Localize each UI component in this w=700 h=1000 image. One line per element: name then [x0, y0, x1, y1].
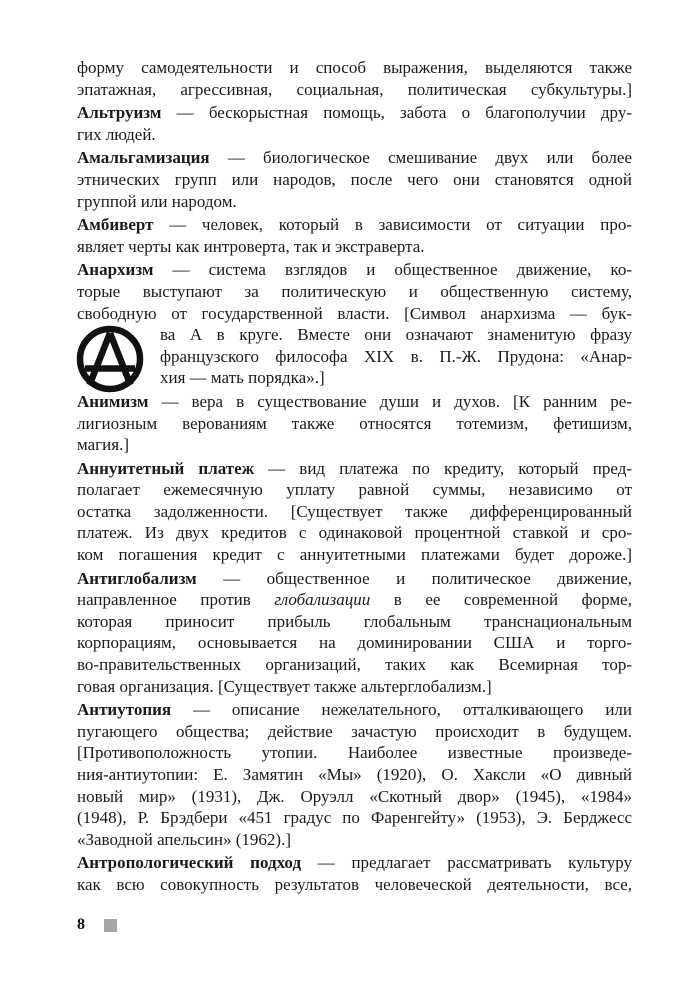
italic-keyword: глобализации	[274, 590, 371, 610]
glossary-entry-antiglobalizm	[77, 568, 632, 698]
text-line	[77, 147, 632, 169]
text-line: «Заводной апельсин» (1962).]	[77, 829, 292, 849]
text-line	[77, 102, 632, 124]
entry-term: Анархизм	[77, 260, 154, 280]
entry-definition: — человек, который в зависимости от ситуации про-	[153, 215, 632, 235]
text-line: остатка задолженности. [Существует также дифференцированный	[77, 501, 632, 521]
glossary-entry-ambivert	[77, 214, 632, 257]
text-line: французского философа XIX в. П.-Ж. Прудона: «Анар-	[160, 346, 632, 366]
entry-definition: — биологическое смешивание двух или более	[209, 148, 632, 168]
entry-definition: — вид платежа по кредиту, который пред-	[254, 458, 633, 478]
text-line: лигиозным верованиям также относятся тотемизм, фетишизм,	[77, 413, 632, 433]
glossary-entry-altruizm	[77, 102, 632, 145]
glossary-entry-amalgamizatsiya	[77, 147, 632, 212]
glossary-entry-antropologicheskiy-podkhod	[77, 852, 632, 895]
text-line: [Противоположность утопии. Наиболее известные произведе-	[77, 743, 632, 763]
entry-term: Анимизм	[77, 391, 149, 411]
text-line: пугающего общества; действие зачастую происходит в будущем.	[77, 721, 632, 741]
text-line: хия — мать порядка».]	[160, 368, 325, 388]
text-line: (1948), Р. Брэдбери «451 градус по Фаренгейту» (1953), Э. Берджесс	[77, 808, 632, 828]
text-line: магия.]	[77, 435, 129, 455]
text-line	[77, 568, 632, 590]
text-line: ния-антиутопии: Е. Замятин «Мы» (1920), О. Хаксли «О дивный	[77, 765, 632, 784]
entry-term: Антиглобализм	[77, 568, 197, 588]
text-line: во-правительственных организаций, таких как Всемирная тор-	[77, 655, 632, 675]
glossary-entry-animizm	[77, 391, 632, 456]
text-line: свободную от государственной власти. [Символ анархизма — бук-	[77, 303, 632, 323]
glossary-entry-anarkhizm	[77, 259, 632, 389]
glossary-entry-continuation	[77, 57, 632, 100]
text-line	[77, 214, 632, 236]
entry-term: Амбиверт	[77, 215, 154, 235]
text-line	[77, 852, 632, 874]
text-line: которая приносит прибыль глобальным транснациональным	[77, 611, 632, 631]
text-line	[77, 391, 632, 413]
text-line	[77, 699, 632, 721]
entry-definition: — система взглядов и общественное движение, ко-	[153, 260, 632, 280]
anarchy-symbol-wrap	[77, 324, 632, 389]
page-footer	[77, 917, 117, 933]
text-line: платеж. Из двух кредитов с одинаковой процентной ставкой и сро-	[77, 523, 632, 543]
text-line: группой или народом.	[77, 191, 237, 211]
text-line: этнических групп или народов, после чего они становятся одной	[77, 169, 632, 189]
entry-definition: — общественное и политическое движение,	[196, 568, 632, 588]
text-line: форму самодеятельности и способ выражения, выделяются также	[77, 58, 632, 77]
circle-a-anarchy-icon	[75, 324, 145, 394]
glossary-entry-antiutopiya	[77, 699, 632, 850]
text-line	[77, 458, 632, 480]
page-number: 8	[77, 916, 85, 933]
glossary-text-block	[77, 57, 632, 898]
text-line	[77, 589, 632, 611]
entry-term: Антиутопия	[77, 700, 172, 720]
text-line: как всю совокупность результатов человеческой деятельности, все,	[77, 874, 632, 894]
text-line: ком погашения кредит с аннуитетными платежами будет дороже.]	[77, 545, 632, 565]
text-line: ва А в круге. Вместе они означают знаменитую фразу	[160, 325, 632, 345]
entry-definition: — предлагает рассматривать культуру	[301, 853, 632, 873]
text-line: корпорациям, основывается на доминировании США и торго-	[77, 633, 632, 653]
definition-text: направленное против	[77, 590, 275, 610]
glossary-entry-annuitetnyy-platezh	[77, 458, 632, 566]
entry-definition: — бескорыстная помощь, забота о благополучии дру-	[161, 103, 632, 123]
text-line: эпатажная, агрессивная, социальная, политическая субкультуры.]	[77, 79, 632, 99]
text-line: полагает ежемесячную уплату равной суммы, независимо от	[77, 480, 632, 500]
entry-term: Амальгамизация	[77, 148, 210, 168]
text-line	[77, 259, 632, 281]
text-line: гих людей.	[77, 124, 156, 144]
entry-definition: — описание нежелательного, отталкивающего или	[171, 700, 632, 720]
entry-term: Альтруизм	[77, 103, 162, 123]
definition-text: в ее современной форме,	[370, 590, 632, 610]
entry-term: Антропологический подход	[77, 853, 302, 873]
entry-term: Аннуитетный платеж	[77, 458, 255, 478]
gray-square-marker-icon	[104, 919, 117, 932]
text-line: говая организация. [Существует также альтерглобализм.]	[77, 676, 492, 696]
entry-definition: — вера в существование души и духов. [К ранним ре-	[148, 391, 632, 411]
text-line: торые выступают за политическую и общественную систему,	[77, 281, 632, 301]
text-line: новый мир» (1931), Дж. Оруэлл «Скотный двор» (1945), «1984»	[77, 786, 632, 806]
text-line: являет черты как интроверта, так и экстраверта.	[77, 236, 425, 256]
